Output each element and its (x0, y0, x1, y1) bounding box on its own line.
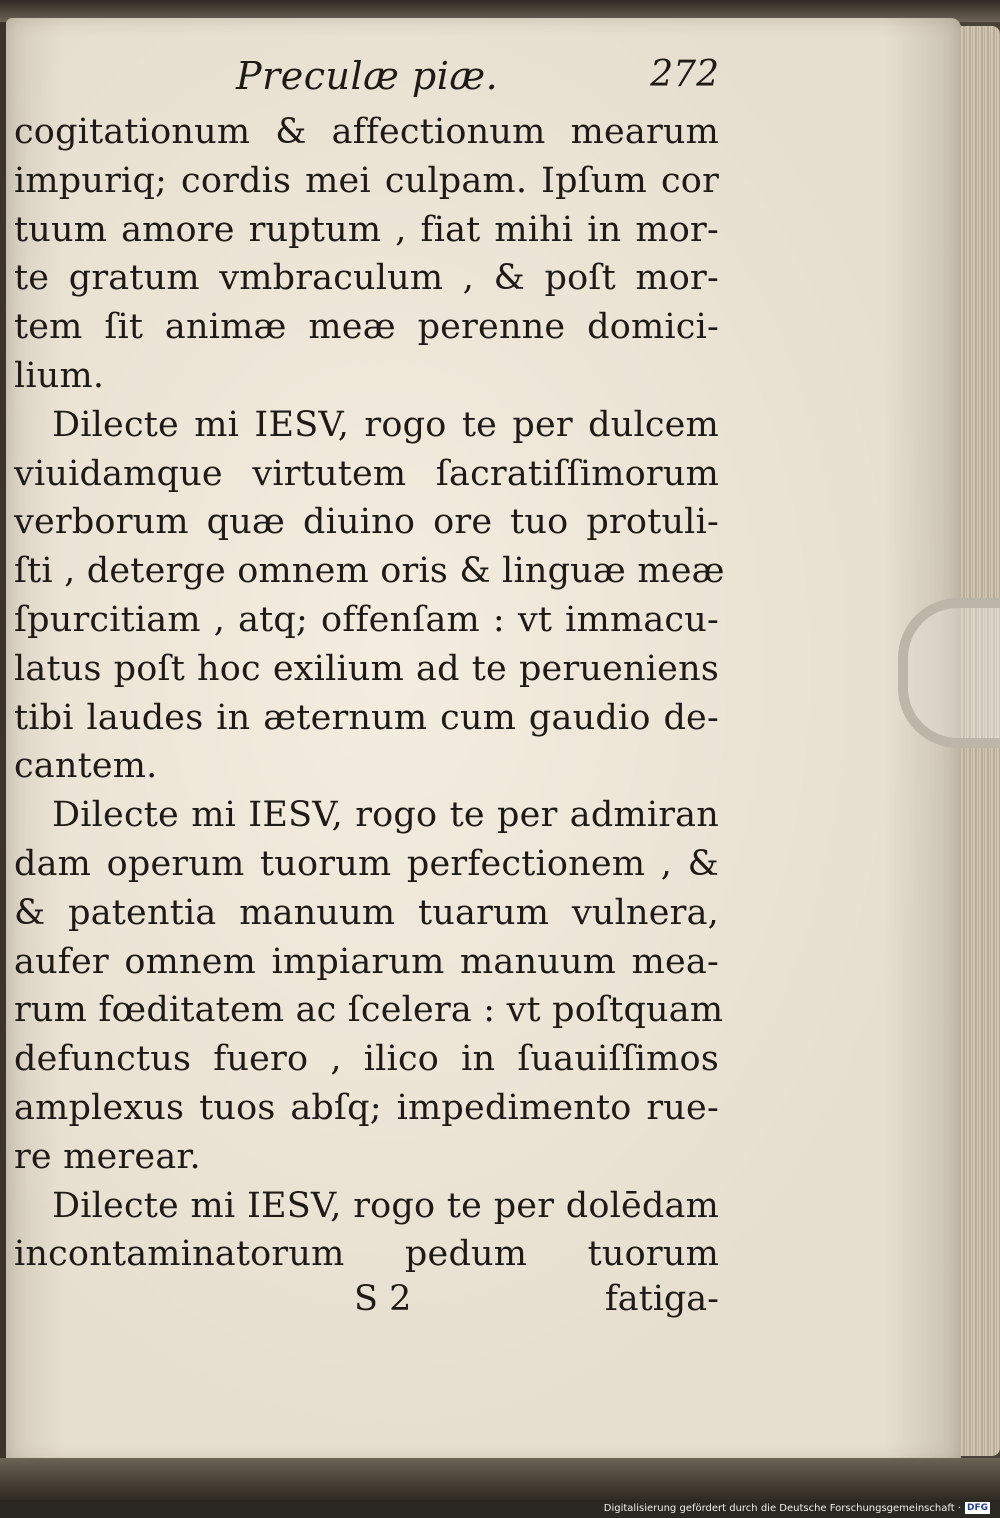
text-line: tuum amore ruptum , fiat mihi in mor- (14, 209, 719, 250)
book-bottom-edge (0, 1458, 1000, 1500)
text-line: aufer omnem impiarum manuum mea- (14, 941, 719, 982)
text-line: impuriq; cordis mei culpam. Ipſum cor (14, 160, 719, 201)
page-header (14, 54, 719, 108)
text-line: ſti , deterge omnem oris & linguæ meæ (14, 551, 725, 592)
text-line: defunctus fuero , ilico in ſuauiſſimos (14, 1039, 719, 1080)
running-title: Preculæ piæ. (236, 54, 499, 98)
page-text (14, 54, 725, 1325)
text-line: Dilecte mi IESV, rogo te per admiran (52, 795, 719, 836)
text-line: cantem. (14, 746, 158, 787)
book-clasp (898, 598, 1000, 748)
text-line: verborum quæ diuino ore tuo protuli- (14, 502, 719, 543)
text-line: amplexus tuos abſq; impedimento rue- (14, 1087, 719, 1128)
text-line: dam operum tuorum perfectionem , & (14, 843, 719, 884)
dfg-logo: DFG (966, 1503, 988, 1513)
text-line: rum fœditatem ac ſcelera : vt poſtquam (14, 990, 724, 1031)
text-lines (14, 108, 725, 1279)
digitization-credit (604, 1500, 990, 1518)
text-line: latus poſt hoc exilium ad te perueniens (14, 648, 719, 689)
text-line: cogitationum & affectionum mearum (14, 112, 719, 152)
text-line: & patentia manuum tuarum vulnera, (14, 892, 719, 933)
text-line: te gratum vmbraculum , & poſt mor- (14, 258, 719, 299)
catchword: fatiga- (604, 1279, 719, 1320)
text-line: ſpurcitiam , atq; offenſam : vt immacu- (14, 599, 719, 640)
text-line: incontaminatorum pedum tuorum (14, 1234, 719, 1275)
text-line: Dilecte mi IESV, rogo te per dolēdam (52, 1185, 719, 1226)
credit-text: Digitalisierung gefördert durch die Deutsche Forschungsgemeinschaft · (603, 1503, 961, 1514)
page-footer (14, 1279, 719, 1325)
signature-mark: S 2 (354, 1279, 412, 1320)
text-line: re merear. (14, 1136, 201, 1177)
text-line: tibi laudes in æternum cum gaudio de- (14, 697, 719, 738)
text-line: lium. (14, 355, 105, 396)
text-line: Dilecte mi IESV, rogo te per dulcem (52, 404, 719, 445)
text-line: tem ſit animæ meæ perenne domici- (14, 307, 719, 348)
page-number: 272 (650, 54, 719, 95)
text-line: viuidamque virtutem ſacratiſſimorum (14, 453, 719, 494)
